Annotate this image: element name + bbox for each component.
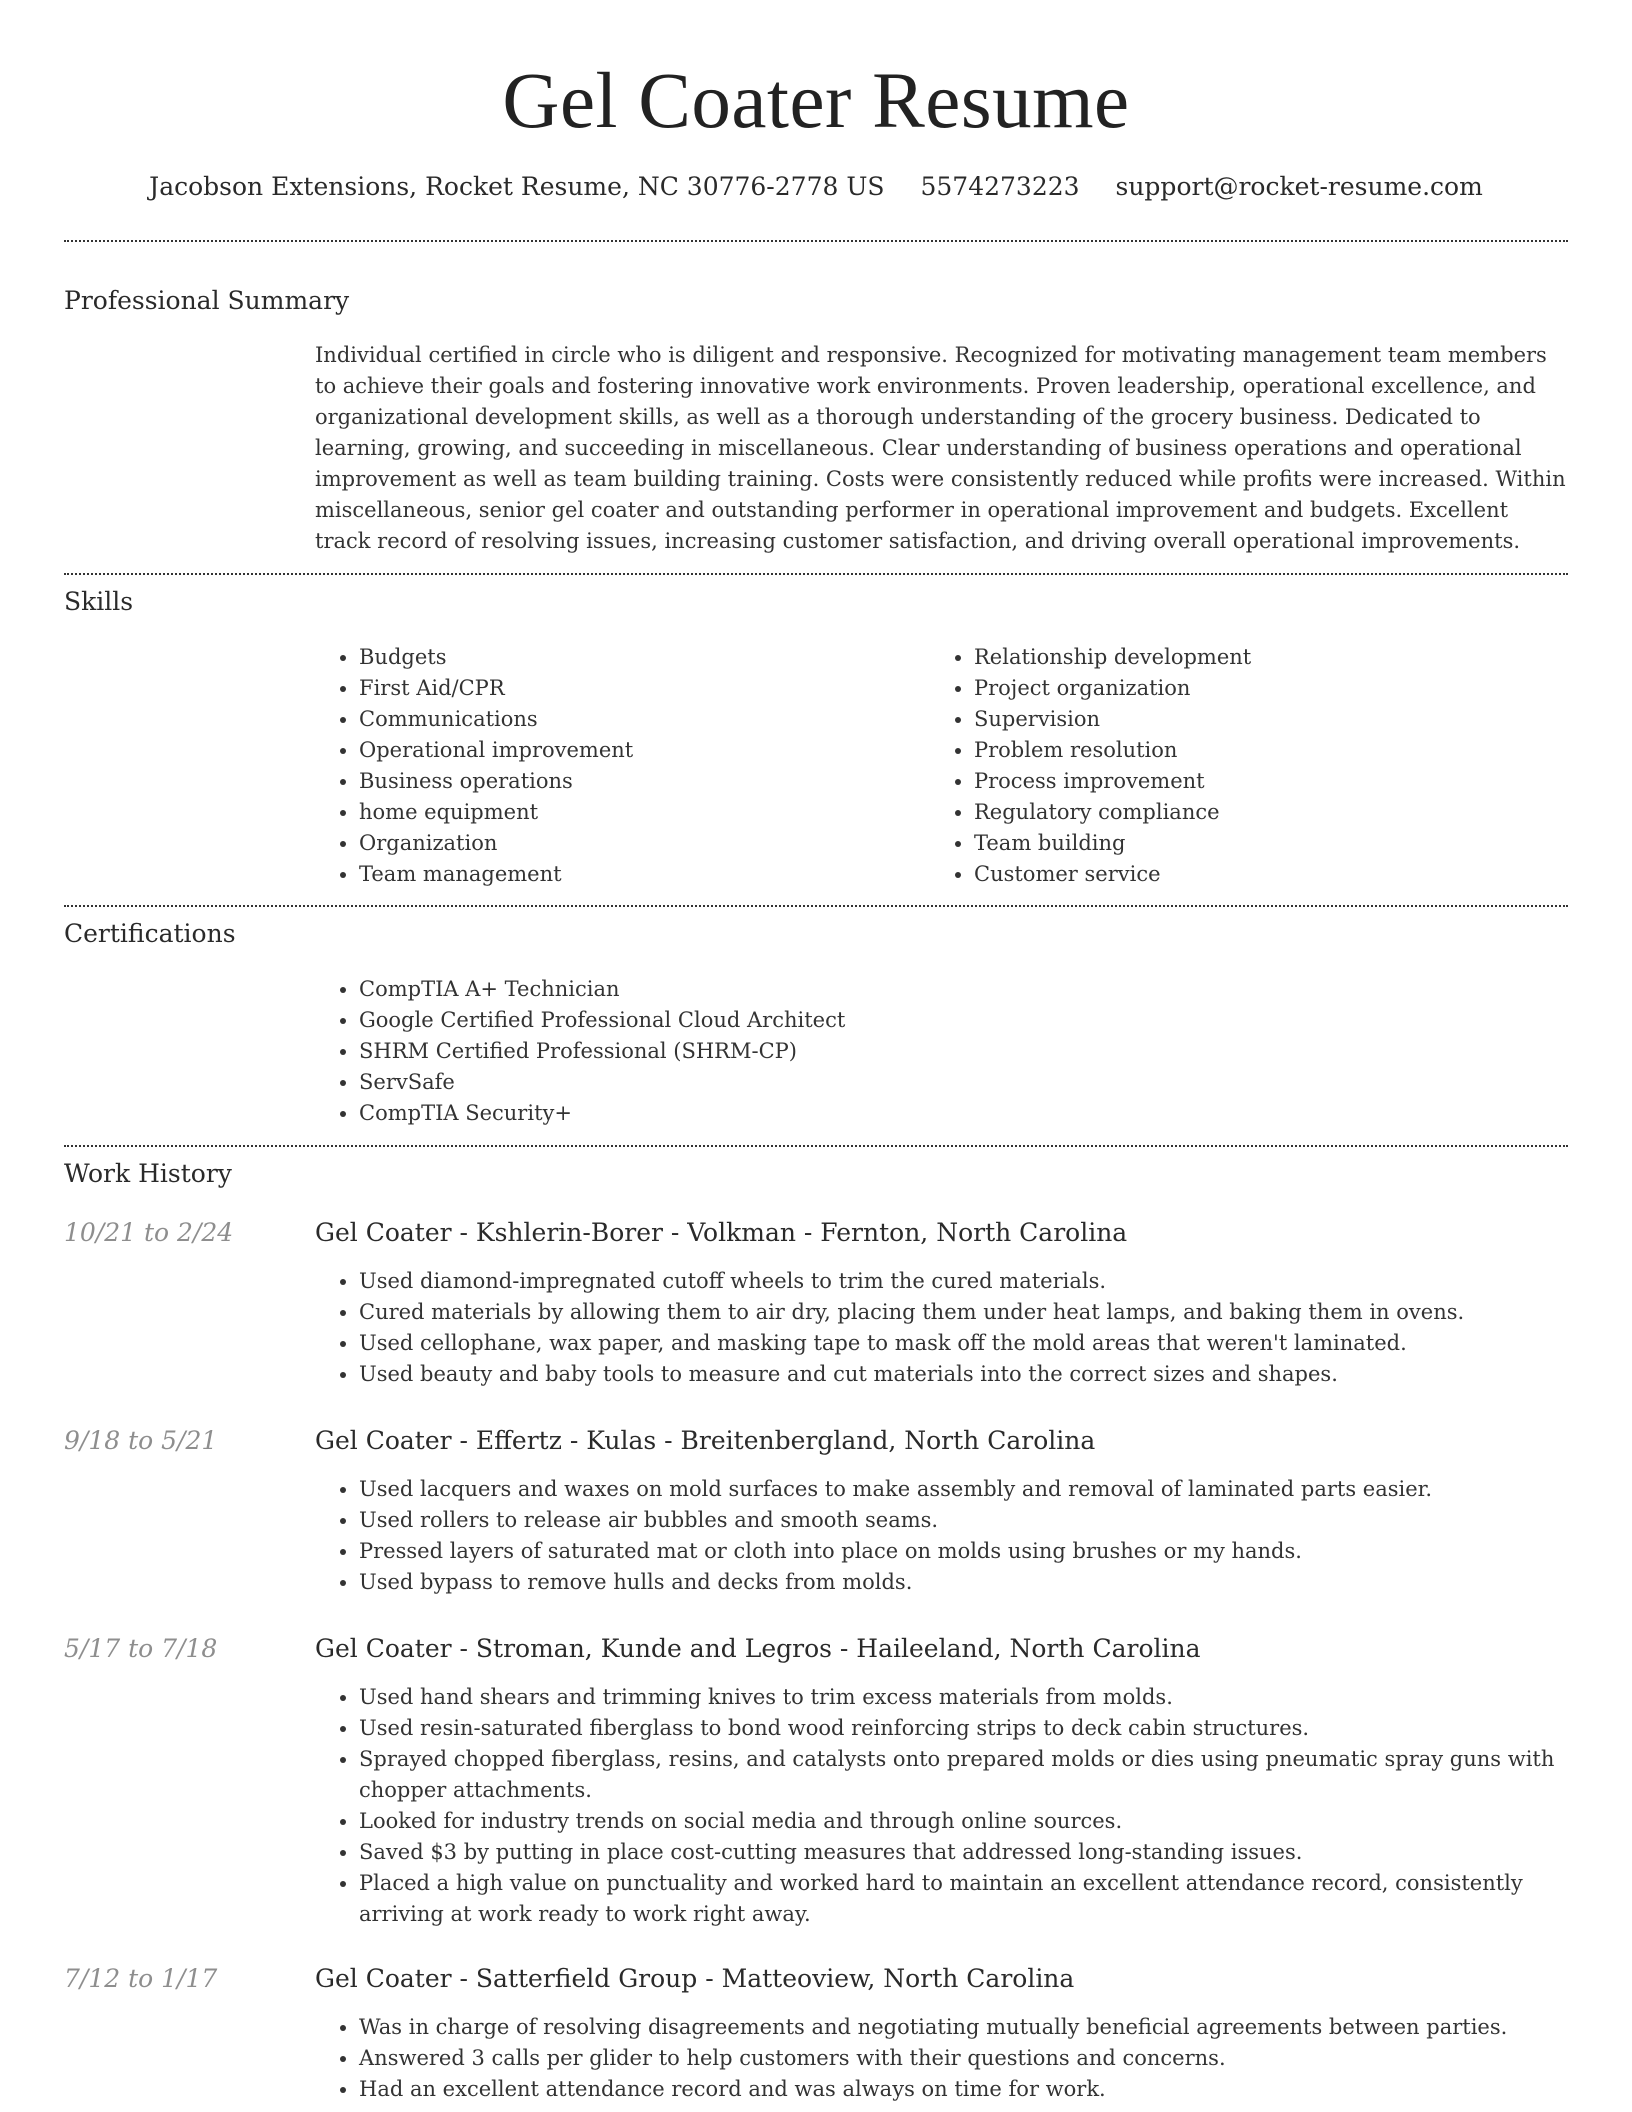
certification-item: • CompTIA Security+ <box>359 1098 1612 1129</box>
resume-title: Gel Coater Resume <box>502 58 1130 145</box>
section-divider <box>64 905 1568 907</box>
contact-email: support@rocket-resume.com <box>1115 172 1483 201</box>
skill-item: • Problem resolution <box>974 735 1574 766</box>
job-dates: 5/17 to 7/18 <box>64 1634 218 1663</box>
job-bullet: • Placed a high value on punctuality and worked hard to maintain an excellent attendance record, consistently arriving at work ready to work right away. <box>359 1868 1612 1930</box>
skill-item: • Communications <box>359 704 919 735</box>
skill-item: • Team management <box>359 859 919 890</box>
job-title: Gel Coater - Kshlerin-Borer - Volkman - Fernton, North Carolina <box>315 1218 1128 1247</box>
summary-heading: Professional Summary <box>64 286 350 315</box>
job-title: Gel Coater - Effertz - Kulas - Breitenbergland, North Carolina <box>315 1426 1096 1455</box>
certification-item: • ServSafe <box>359 1067 1612 1098</box>
skill-item: • Budgets <box>359 642 919 673</box>
certifications-heading: Certifications <box>64 919 236 948</box>
contact-address: Jacobson Extensions, Rocket Resume, NC 30776-2778 US <box>149 172 885 201</box>
section-divider <box>64 573 1568 575</box>
job-bullets <box>315 1682 1612 1930</box>
certification-item: • Google Certified Professional Cloud Architect <box>359 1005 1612 1036</box>
job-bullet: • Used cellophane, wax paper, and masking tape to mask off the mold areas that weren't laminated. <box>359 1328 1612 1359</box>
job-bullet: • Used beauty and baby tools to measure and cut materials into the correct sizes and shapes. <box>359 1359 1612 1390</box>
job-title: Gel Coater - Stroman, Kunde and Legros - Haileeland, North Carolina <box>315 1634 1201 1663</box>
job-bullet: • Used bypass to remove hulls and decks from molds. <box>359 1567 1612 1598</box>
work-history-heading: Work History <box>64 1159 232 1188</box>
summary-text: Individual certified in circle who is diligent and responsive. Recognized for motivating management team members to achieve their goals and fostering innovative work environments. Proven leadership, operational excellence, and organizational development skills, as well as a thorough understanding of the grocery business. Dedicated to learning, growing, and succeeding in miscellaneous. Clear understanding of business operations and operational improvement as well as team building training. Costs were consistently reduced while profits were increased. Within miscellaneous, senior gel coater and outstanding performer in operational improvement and budgets. Excellent track record of resolving issues, increasing customer satisfaction, and driving overall operational improvements. <box>315 343 1566 553</box>
job-bullet: • Had an excellent attendance record and was always on time for work. <box>359 2074 1612 2105</box>
skill-item: • Relationship development <box>974 642 1574 673</box>
skill-item: • Project organization <box>974 673 1574 704</box>
contact-phone: 5574273223 <box>920 172 1080 201</box>
skills-list-left <box>315 642 919 890</box>
skill-item: • home equipment <box>359 797 919 828</box>
job-bullet: • Answered 3 calls per glider to help customers with their questions and concerns. <box>359 2043 1612 2074</box>
certification-item: • CompTIA A+ Technician <box>359 974 1612 1005</box>
job-bullets <box>315 2012 1612 2105</box>
job-bullet: • Was in charge of resolving disagreements and negotiating mutually beneficial agreements between parties. <box>359 2012 1612 2043</box>
skill-item: • Team building <box>974 828 1574 859</box>
job-bullets <box>315 1474 1612 1598</box>
job-bullet: • Used lacquers and waxes on mold surfaces to make assembly and removal of laminated parts easier. <box>359 1474 1612 1505</box>
skill-item: • Organization <box>359 828 919 859</box>
job-dates: 9/18 to 5/21 <box>64 1426 218 1455</box>
skills-heading: Skills <box>64 587 134 616</box>
contact-line <box>0 170 1632 204</box>
section-divider <box>64 1145 1568 1147</box>
job-bullet: • Used rollers to release air bubbles and smooth seams. <box>359 1505 1612 1536</box>
skills-list-right <box>930 642 1574 890</box>
job-title: Gel Coater - Satterfield Group - Matteoview, North Carolina <box>315 1964 1075 1993</box>
job-bullet: • Used diamond-impregnated cutoff wheels to trim the cured materials. <box>359 1266 1612 1297</box>
skill-item: • First Aid/CPR <box>359 673 919 704</box>
job-dates: 10/21 to 2/24 <box>64 1218 234 1247</box>
section-divider <box>64 240 1568 242</box>
skill-item: • Process improvement <box>974 766 1574 797</box>
job-bullet: • Used hand shears and trimming knives to trim excess materials from molds. <box>359 1682 1612 1713</box>
job-bullet: • Used resin-saturated fiberglass to bond wood reinforcing strips to deck cabin structures. <box>359 1713 1612 1744</box>
job-bullet: • Looked for industry trends on social media and through online sources. <box>359 1806 1612 1837</box>
skill-item: • Business operations <box>359 766 919 797</box>
job-bullet: • Sprayed chopped fiberglass, resins, and catalysts onto prepared molds or dies using pneumatic spray guns with chopper attachments. <box>359 1744 1612 1806</box>
job-bullet: • Saved $3 by putting in place cost-cutting measures that addressed long-standing issues. <box>359 1837 1612 1868</box>
job-bullets <box>315 1266 1612 1390</box>
skill-item: • Customer service <box>974 859 1574 890</box>
job-bullet: • Pressed layers of saturated mat or cloth into place on molds using brushes or my hands. <box>359 1536 1612 1567</box>
job-dates: 7/12 to 1/17 <box>64 1964 218 1993</box>
skill-item: • Operational improvement <box>359 735 919 766</box>
certification-item: • SHRM Certified Professional (SHRM-CP) <box>359 1036 1612 1067</box>
skill-item: • Regulatory compliance <box>974 797 1574 828</box>
job-bullet: • Cured materials by allowing them to air dry, placing them under heat lamps, and baking them in ovens. <box>359 1297 1612 1328</box>
certifications-list <box>315 974 1612 1129</box>
skill-item: • Supervision <box>974 704 1574 735</box>
